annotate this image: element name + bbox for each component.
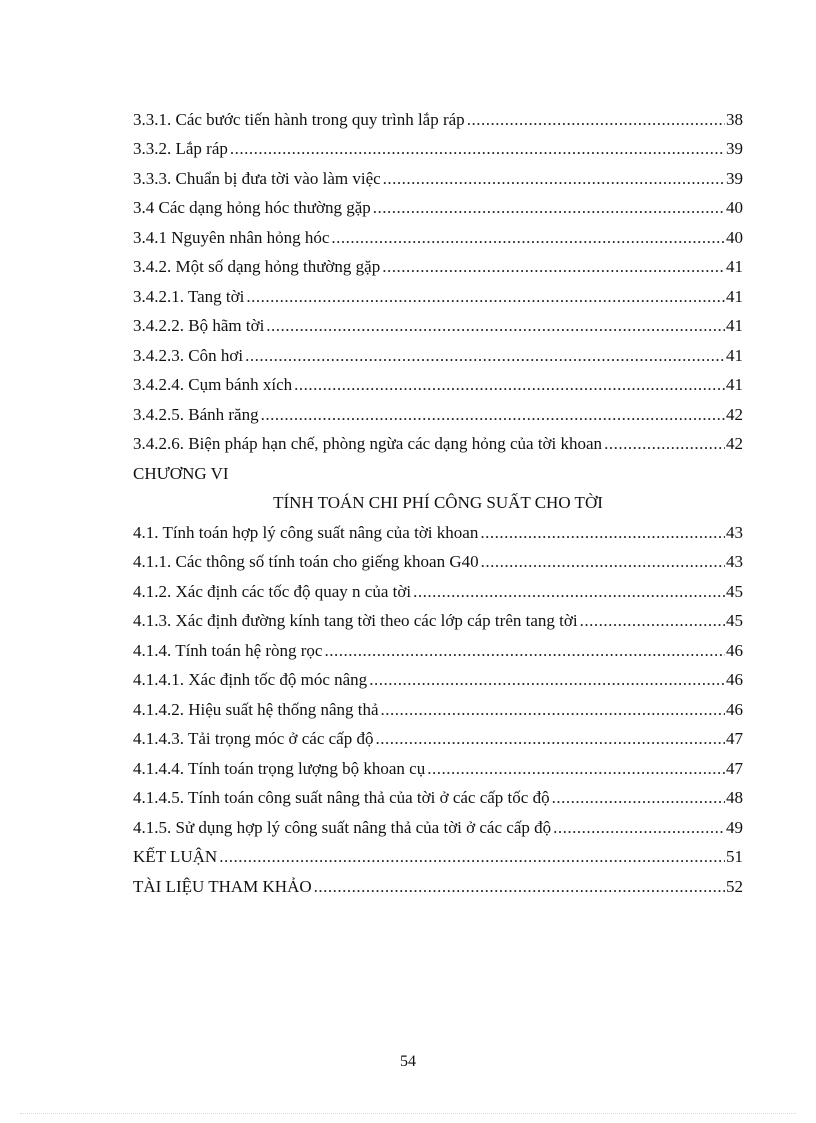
toc-entry-page: 39	[726, 139, 743, 158]
toc-dot-leader	[381, 700, 725, 720]
toc-entry[interactable]	[133, 395, 743, 425]
toc-dot-leader	[481, 552, 725, 572]
toc-entry[interactable]	[133, 218, 743, 248]
toc-entry-page: 41	[726, 316, 743, 335]
toc-dot-leader	[314, 877, 725, 897]
toc-entry-page: 41	[726, 345, 743, 365]
toc-dot-leader	[331, 228, 725, 248]
toc-entry-label: KẾT LUẬN	[133, 847, 218, 866]
toc-entry-page: 46	[726, 670, 743, 689]
toc-entry-label: 3.4.2.1. Tang tời	[133, 286, 245, 306]
toc-entry[interactable]	[133, 513, 743, 543]
toc-entry-page: 38	[726, 109, 743, 129]
toc-entry-label: 3.4.2.2. Bộ hãm tời	[133, 316, 265, 335]
toc-entry[interactable]	[133, 189, 743, 219]
toc-entry[interactable]	[133, 425, 743, 455]
toc-dot-leader	[413, 582, 725, 602]
toc-dot-leader	[375, 729, 725, 749]
toc-entry[interactable]	[133, 248, 743, 278]
toc-dot-leader	[245, 346, 725, 366]
toc-entry-label: 4.1.4.5. Tính toán công suất nâng thả của tời ở các cấp tốc độ	[133, 788, 550, 807]
toc-entry-label: 4.1.5. Sử dụng hợp lý công suất nâng thả của tời ở các cấp độ	[133, 817, 552, 837]
toc-entry[interactable]	[133, 749, 743, 779]
toc-entry[interactable]	[133, 808, 743, 838]
toc-dot-leader	[552, 788, 725, 808]
bottom-divider	[20, 1113, 796, 1114]
toc-entry-label: 4.1.2. Xác định các tốc độ quay n của tời	[133, 581, 412, 601]
toc-entry-label: 4.1.4.4. Tính toán trọng lượng bộ khoan cụ	[133, 758, 426, 778]
toc-entry-page: 42	[726, 434, 743, 453]
toc-dot-leader	[324, 641, 725, 661]
toc-entry[interactable]	[133, 572, 743, 602]
toc-dot-leader	[427, 759, 725, 779]
chapter-title-text: TÍNH TOÁN CHI PHÍ CÔNG SUẤT CHO TỜI	[273, 493, 603, 512]
toc-entry-page: 47	[726, 758, 743, 778]
toc-entry[interactable]	[133, 720, 743, 750]
toc-entry[interactable]	[133, 100, 743, 130]
toc-entry-label: 3.3.3. Chuẩn bị đưa tời vào làm việc	[133, 168, 381, 188]
toc-entry-label: 3.4.1 Nguyên nhân hỏng hóc	[133, 227, 330, 247]
toc-entry[interactable]	[133, 277, 743, 307]
toc-entry[interactable]	[133, 838, 743, 868]
toc-entry-page: 41	[726, 286, 743, 306]
toc-entry-label: 3.4.2.5. Bánh răng	[133, 404, 259, 424]
toc-entry[interactable]	[133, 631, 743, 661]
toc-dot-leader	[604, 434, 725, 454]
toc-entry-label: TÀI LIỆU THAM KHẢO	[133, 876, 312, 896]
chapter-heading	[133, 454, 743, 484]
toc-entry-page: 41	[726, 257, 743, 276]
toc-dot-leader	[219, 847, 725, 867]
toc-entry-page: 47	[726, 729, 743, 748]
toc-entry[interactable]	[133, 159, 743, 189]
toc-entry-page: 52	[726, 876, 743, 896]
toc-entry-label: 3.4.2. Một số dạng hỏng thường gặp	[133, 257, 381, 276]
toc-entry-page: 48	[726, 788, 743, 807]
toc-entry-page: 42	[726, 404, 743, 424]
toc-dot-leader	[246, 287, 725, 307]
toc-entry-label: 3.3.1. Các bước tiến hành trong quy trình lắp ráp	[133, 109, 465, 129]
chapter-heading-text: CHƯƠNG VI	[133, 463, 229, 483]
toc-entry-label: 4.1.1. Các thông số tính toán cho giếng khoan G40	[133, 552, 479, 571]
toc-entry-page: 46	[726, 699, 743, 719]
toc-entry-label: 4.1. Tính toán hợp lý công suất nâng của tời khoan	[133, 522, 479, 542]
toc-dot-leader	[369, 670, 725, 690]
toc-dot-leader	[480, 523, 725, 543]
toc-entry-label: 4.1.4. Tính toán hệ ròng rọc	[133, 640, 323, 660]
toc-entry-page: 41	[726, 375, 743, 394]
toc-entry[interactable]	[133, 336, 743, 366]
toc-entry-page: 43	[726, 552, 743, 571]
toc-entry-page: 40	[726, 198, 743, 217]
toc-entry-label: 4.1.4.2. Hiệu suất hệ thống nâng thả	[133, 699, 379, 719]
toc-entry[interactable]	[133, 366, 743, 396]
toc-dot-leader	[261, 405, 725, 425]
toc-entry-page: 43	[726, 522, 743, 542]
toc-entry[interactable]	[133, 543, 743, 573]
toc-dot-leader	[373, 198, 725, 218]
toc-entry-page: 39	[726, 168, 743, 188]
chapter-title	[133, 484, 743, 514]
toc-dot-leader	[553, 818, 725, 838]
table-of-contents	[133, 100, 743, 897]
toc-group-chapter-6	[133, 513, 743, 897]
toc-entry-page: 51	[726, 847, 743, 866]
toc-entry-page: 46	[726, 640, 743, 660]
toc-entry-label: 3.4.2.4. Cụm bánh xích	[133, 375, 293, 394]
toc-dot-leader	[382, 257, 725, 277]
toc-entry[interactable]	[133, 602, 743, 632]
toc-entry[interactable]	[133, 130, 743, 160]
toc-entry-label: 3.4 Các dạng hỏng hóc thường gặp	[133, 198, 371, 217]
toc-dot-leader	[467, 110, 725, 130]
toc-entry-label: 3.3.2. Lắp ráp	[133, 139, 228, 158]
toc-entry[interactable]	[133, 307, 743, 337]
toc-entry-page: 45	[726, 611, 743, 630]
toc-dot-leader	[294, 375, 725, 395]
toc-entry[interactable]	[133, 661, 743, 691]
toc-entry[interactable]	[133, 690, 743, 720]
toc-entry-label: 3.4.2.6. Biện pháp hạn chế, phòng ngừa các dạng hỏng của tời khoan	[133, 434, 603, 453]
toc-entry-label: 3.4.2.3. Côn hơi	[133, 345, 244, 365]
toc-dot-leader	[580, 611, 725, 631]
toc-group-chapter-3	[133, 100, 743, 454]
toc-entry-label: 4.1.3. Xác định đường kính tang tời theo các lớp cáp trên tang tời	[133, 611, 578, 630]
toc-entry-page: 49	[726, 817, 743, 837]
toc-entry[interactable]	[133, 867, 743, 897]
toc-entry-page: 40	[726, 227, 743, 247]
toc-entry-label: 4.1.4.3. Tải trọng móc ở các cấp độ	[133, 729, 374, 748]
toc-entry[interactable]	[133, 779, 743, 809]
toc-dot-leader	[230, 139, 725, 159]
toc-entry-page: 45	[726, 581, 743, 601]
toc-entry-label: 4.1.4.1. Xác định tốc độ móc nâng	[133, 670, 368, 689]
toc-dot-leader	[266, 316, 725, 336]
toc-dot-leader	[383, 169, 725, 189]
page-number: 54	[400, 1053, 416, 1070]
